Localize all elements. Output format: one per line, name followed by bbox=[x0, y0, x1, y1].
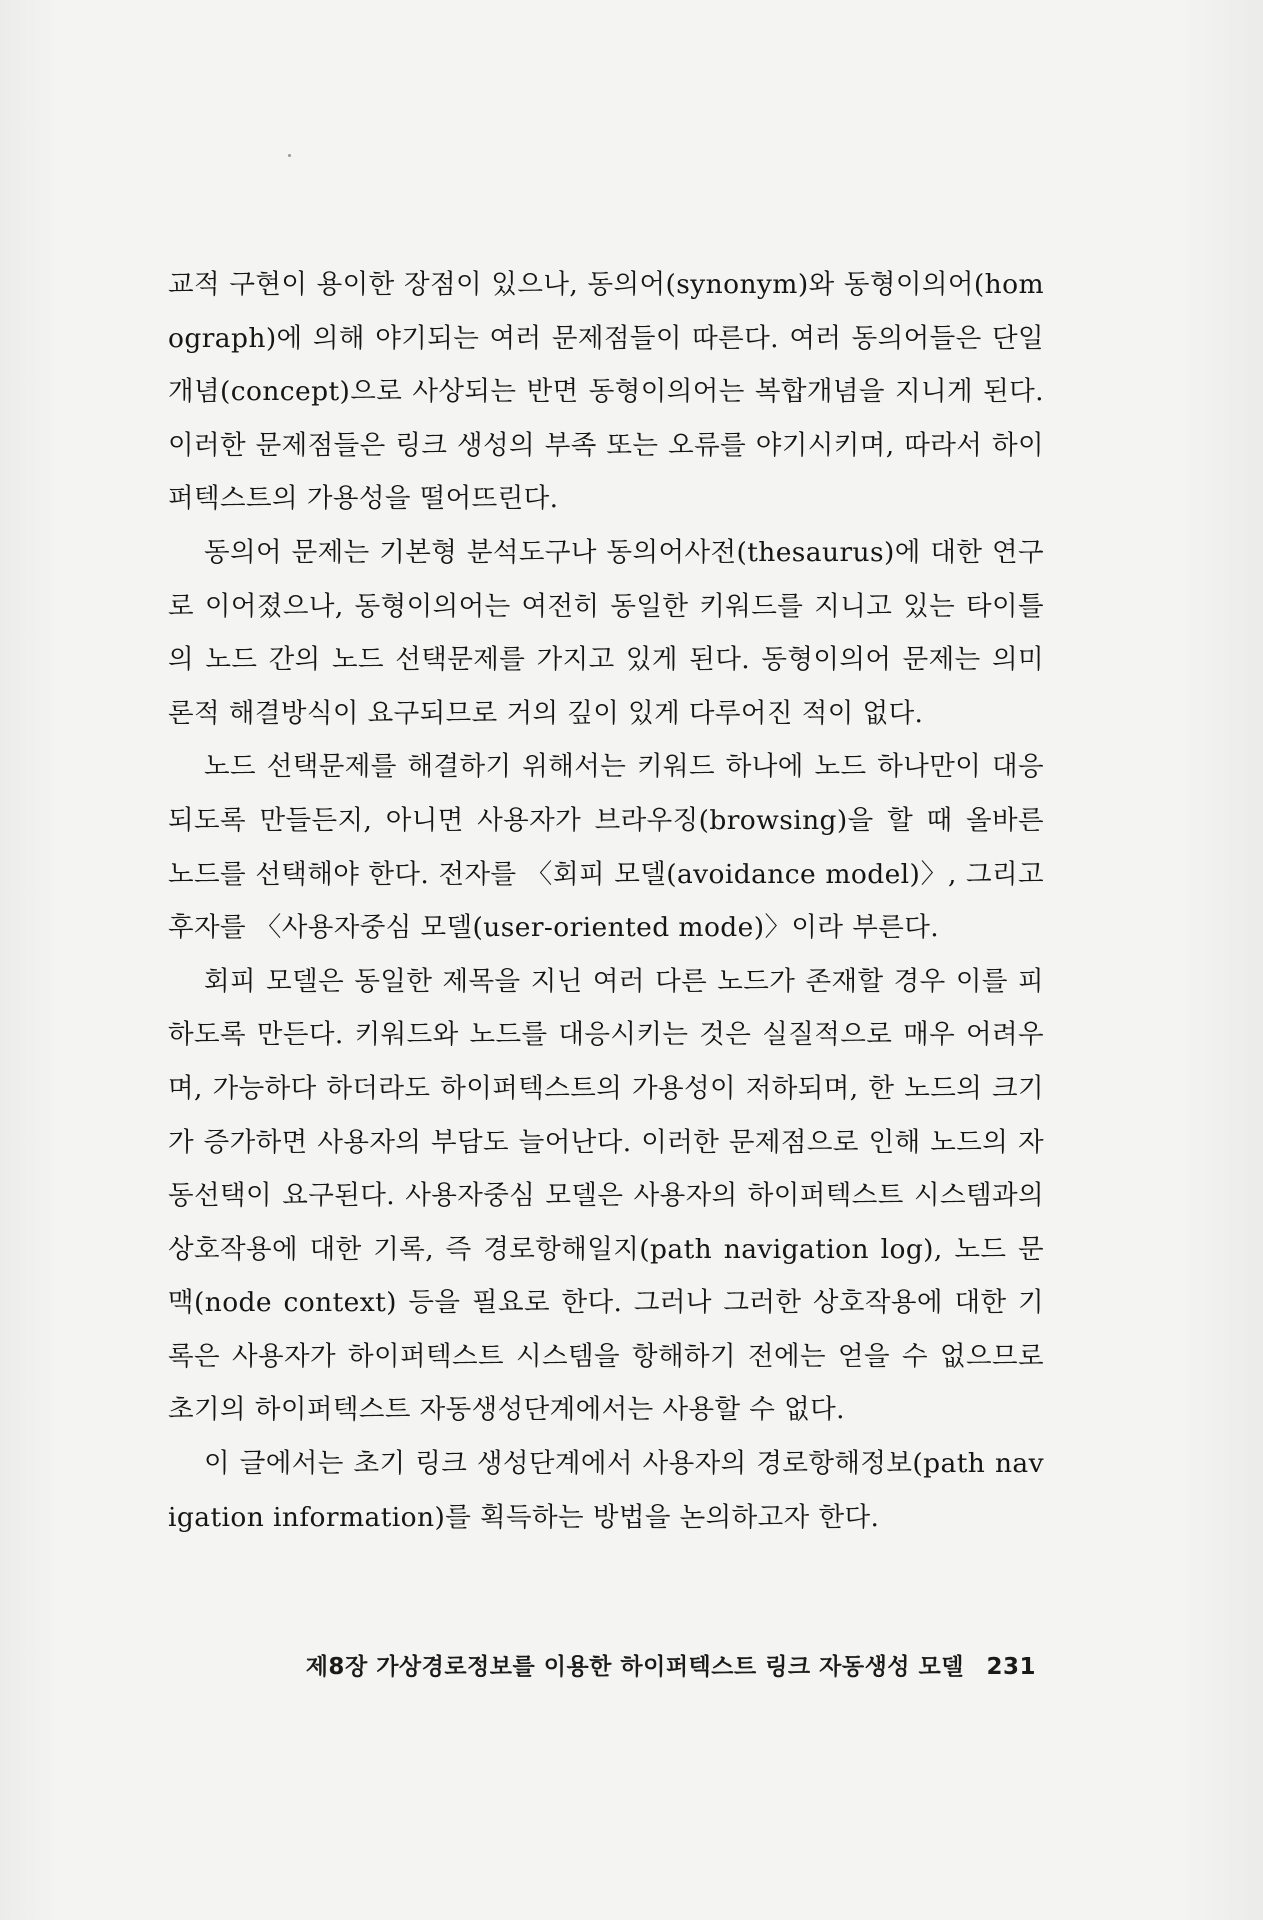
paragraph-4: 회피 모델은 동일한 제목을 지닌 여러 다른 노드가 존재할 경우 이를 피하도록 만든다. 키워드와 노드를 대응시키는 것은 실질적으로 매우 어려우며, 가능하다 하더라도 하이퍼텍스트의 가용성이 저하되며, 한 노드의 크기가 증가하면 사용자의 부담도 늘어난다. 이러한 문제점으로 인해 노드의 자동선택이 요구된다. 사용자중심 모델은 사용자의 하이퍼텍스트 시스템과의 상호작용에 대한 기록, 즉 경로항해일지(path navigation log), 노드 문맥(node context) 등을 필요로 한다. 그러나 그러한 상호작용에 대한 기록은 사용자가 하이퍼텍스트 시스템을 항해하기 전에는 얻을 수 없으므로 초기의 하이퍼텍스트 자동생성단계에서는 사용할 수 없다. bbox=[168, 965, 1044, 1426]
page-number: 231 bbox=[986, 1654, 1036, 1680]
paragraph-5: 이 글에서는 초기 링크 생성단계에서 사용자의 경로항해정보(path navigation information)를 획득하는 방법을 논의하고자 한다. bbox=[168, 1448, 1044, 1533]
paragraph-2: 동의어 문제는 기본형 분석도구나 동의어사전(thesaurus)에 대한 연구로 이어졌으나, 동형이의어는 여전히 동일한 키워드를 지니고 있는 타이틀의 노드 간의 노드 선택문제를 가지고 있게 된다. 동형이의어 문제는 의미론적 해결방식이 요구되므로 거의 깊이 있게 다루어진 적이 없다. bbox=[168, 536, 1044, 729]
paragraph-1: 교적 구현이 용이한 장점이 있으나, 동의어(synonym)와 동형이의어(homograph)에 의해 야기되는 여러 문제점들이 따른다. 여러 동의어들은 단일개념(concept)으로 사상되는 반면 동형이의어는 복합개념을 지니게 된다. 이러한 문제점들은 링크 생성의 부족 또는 오류를 야기시키며, 따라서 하이퍼텍스트의 가용성을 떨어뜨린다. bbox=[168, 269, 1044, 515]
footer-chapter: 제8장 bbox=[305, 1654, 368, 1680]
paragraph-3: 노드 선택문제를 해결하기 위해서는 키워드 하나에 노드 하나만이 대응되도록 만들든지, 아니면 사용자가 브라우징(browsing)을 할 때 올바른 노드를 선택해야 한다. 전자를 〈회피 모델(avoidance model)〉, 그리고 후자를 〈사용자중심 모델(user-oriented mode)〉이라 부른다. bbox=[168, 751, 1044, 944]
scan-speck bbox=[288, 154, 291, 157]
body-text bbox=[168, 258, 1044, 1544]
footer-title: 가상경로정보를 이용한 하이퍼텍스트 링크 자동생성 모델 bbox=[376, 1654, 964, 1680]
running-footer bbox=[0, 1648, 1036, 1681]
